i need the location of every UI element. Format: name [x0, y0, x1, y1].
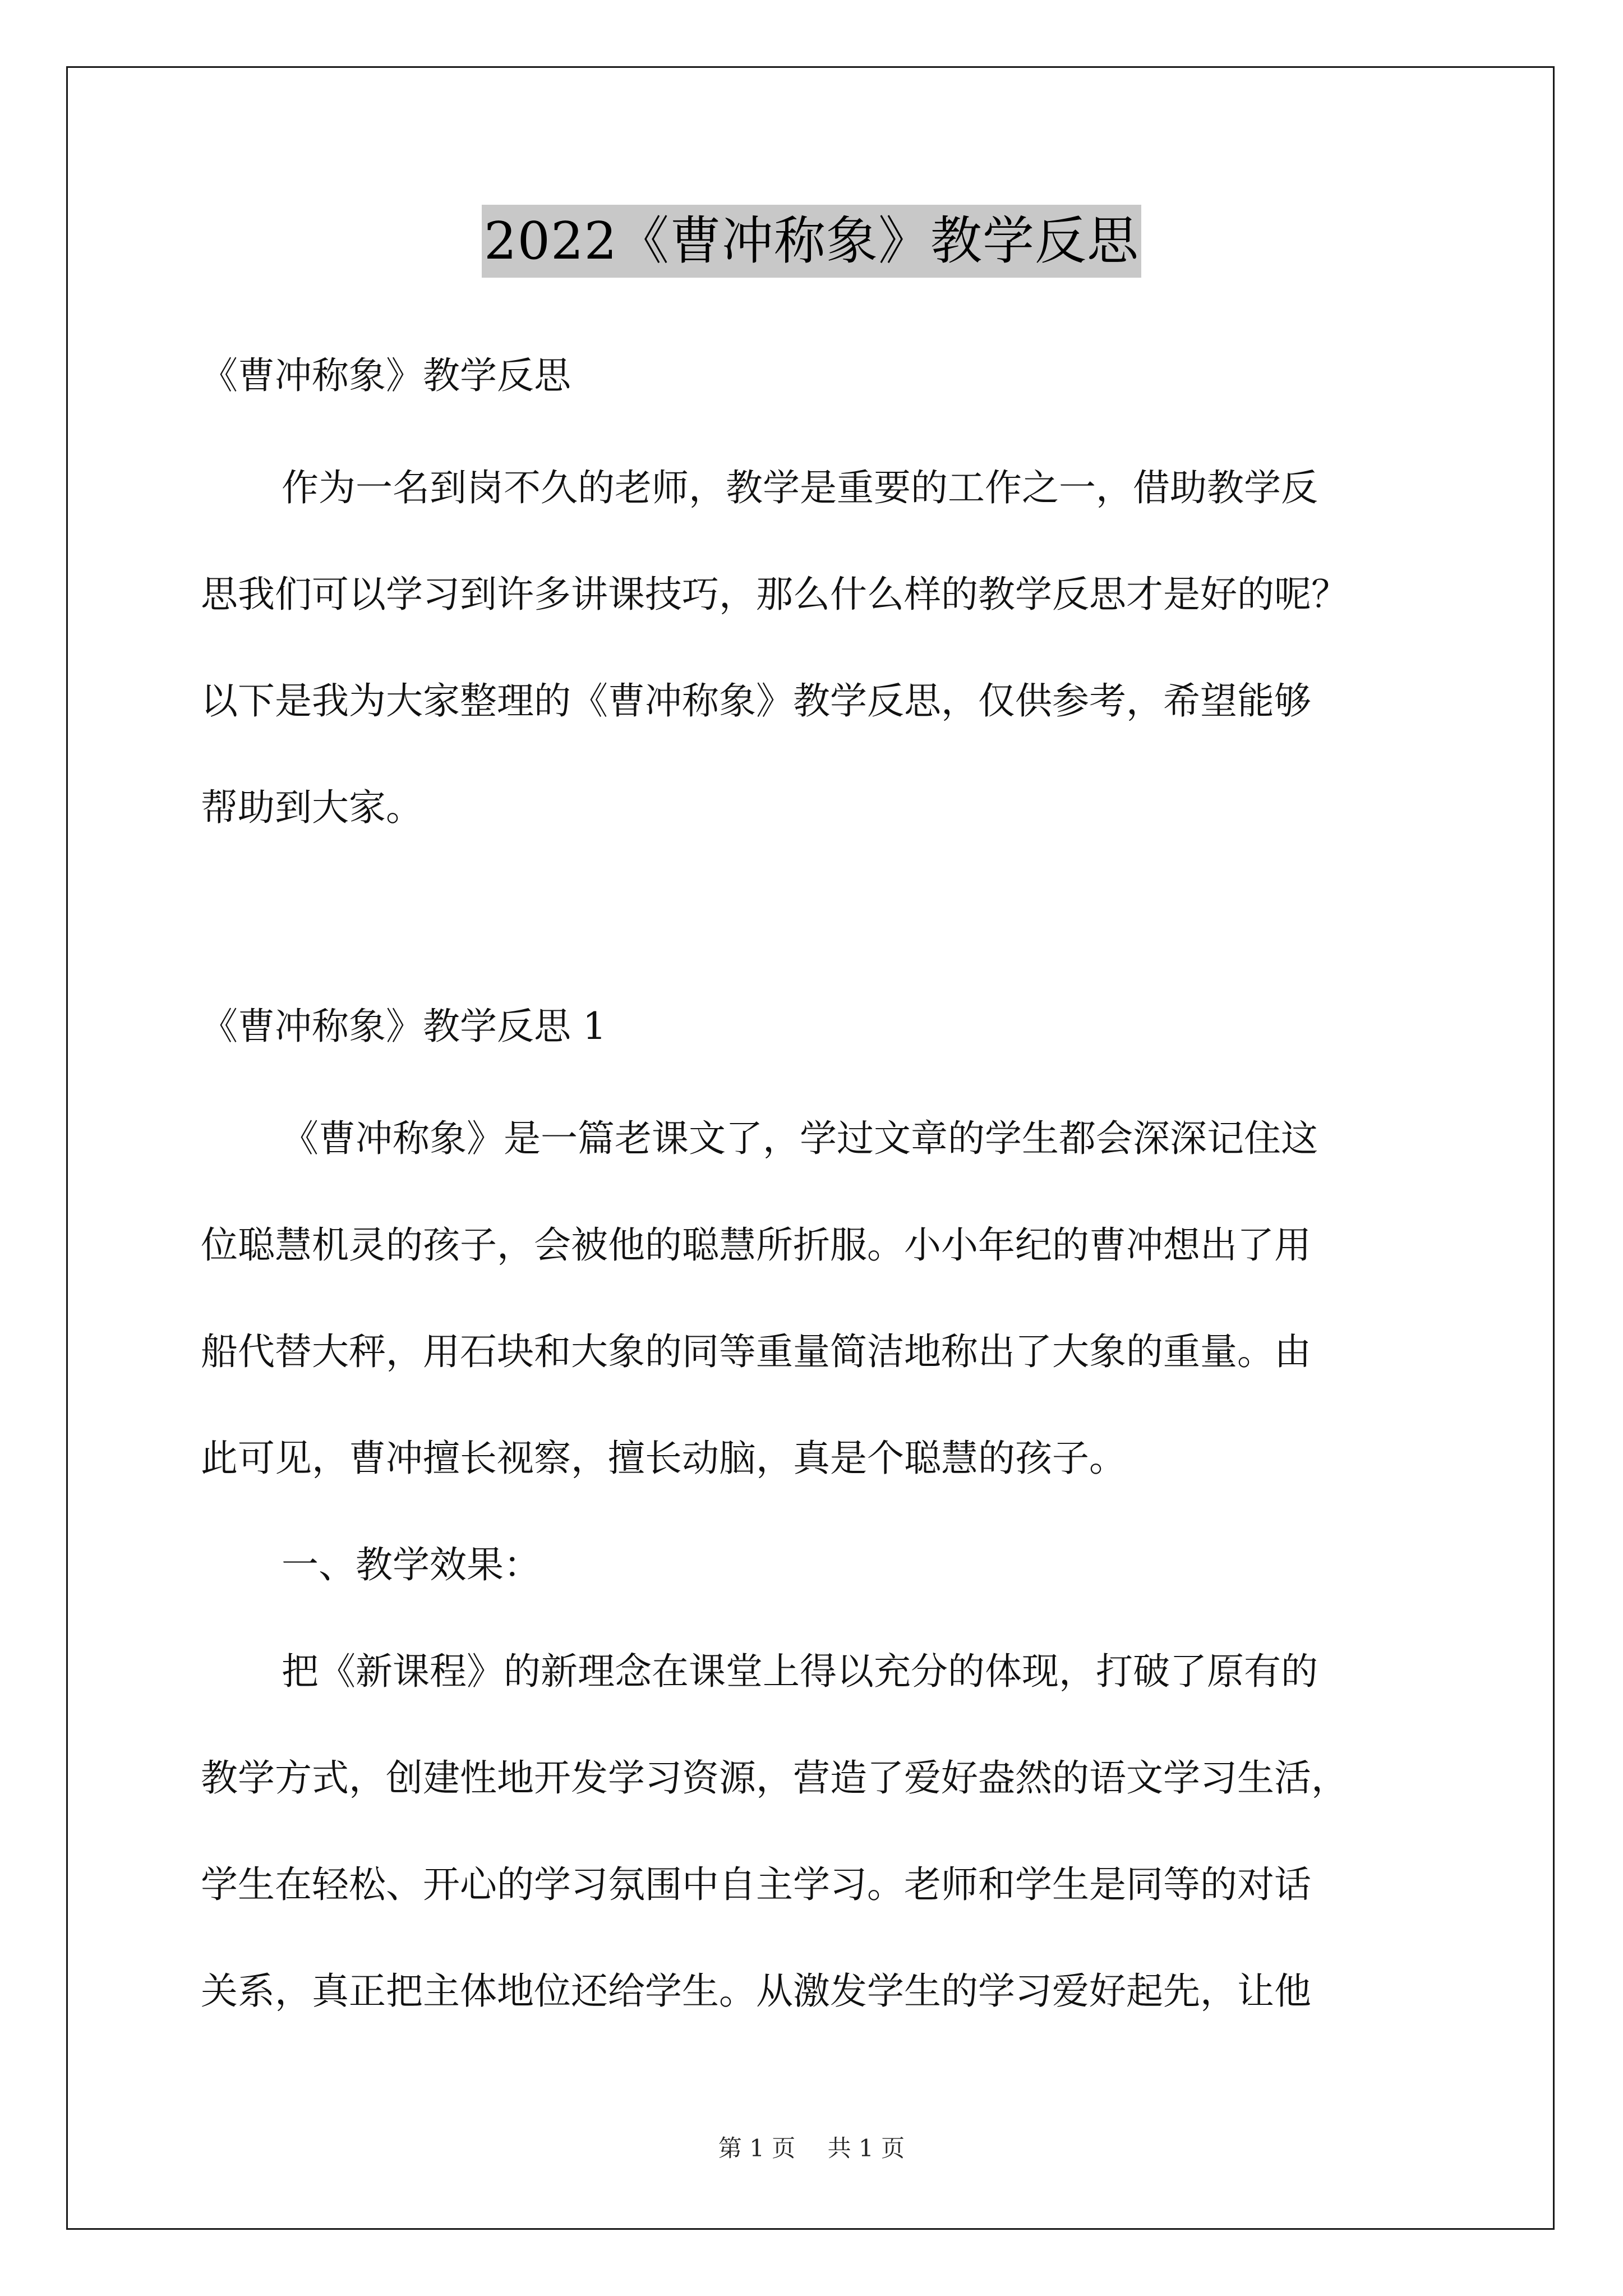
intro-paragraph-line: 思我们可以学习到许多讲课技巧，那么什么样的教学反思才是好的呢？: [201, 573, 1348, 616]
intro-paragraph-line: 以下是我为大家整理的《曹冲称象》教学反思，仅供参考，希望能够: [201, 679, 1311, 723]
body-paragraph-line: 位聪慧机灵的孩子，会被他的聪慧所折服。小小年纪的曹冲想出了用: [201, 1223, 1311, 1267]
body-paragraph-line: 把《新课程》的新理念在课堂上得以充分的体现，打破了原有的: [282, 1650, 1318, 1693]
body-paragraph-line: 教学方式，创建性地开发学习资源，营造了爱好盎然的语文学习生活，: [201, 1756, 1348, 1800]
intro-paragraph-line: 帮助到大家。: [201, 786, 423, 829]
body-paragraph-line: 此可见，曹冲擅长视察，擅长动脑，真是个聪慧的孩子。: [201, 1437, 1126, 1480]
page-number-current: 第 1 页: [718, 2134, 796, 2162]
subtitle-line: 《曹冲称象》教学反思: [201, 354, 571, 397]
intro-paragraph-line: 作为一名到岗不久的老师，教学是重要的工作之一，借助教学反: [282, 466, 1318, 509]
subheading-teaching-effect: 一、教学效果：: [282, 1543, 541, 1586]
section-heading: 《曹冲称象》教学反思 1: [201, 1005, 606, 1048]
title-container: [0, 205, 1623, 278]
page-number-total: 共 1 页: [827, 2134, 905, 2162]
body-paragraph-line: 船代替大秤，用石块和大象的同等重量简洁地称出了大象的重量。由: [201, 1330, 1311, 1373]
page-footer: [0, 2132, 1623, 2165]
body-paragraph-line: 关系，真正把主体地位还给学生。从激发学生的学习爱好起先，让他: [201, 1970, 1311, 2013]
body-paragraph-line: 学生在轻松、开心的学习氛围中自主学习。老师和学生是同等的对话: [201, 1863, 1311, 1906]
document-title: 2022《曹冲称象》教学反思: [482, 205, 1141, 278]
body-paragraph-line: 《曹冲称象》是一篇老课文了，学过文章的学生都会深深记住这: [282, 1117, 1318, 1160]
